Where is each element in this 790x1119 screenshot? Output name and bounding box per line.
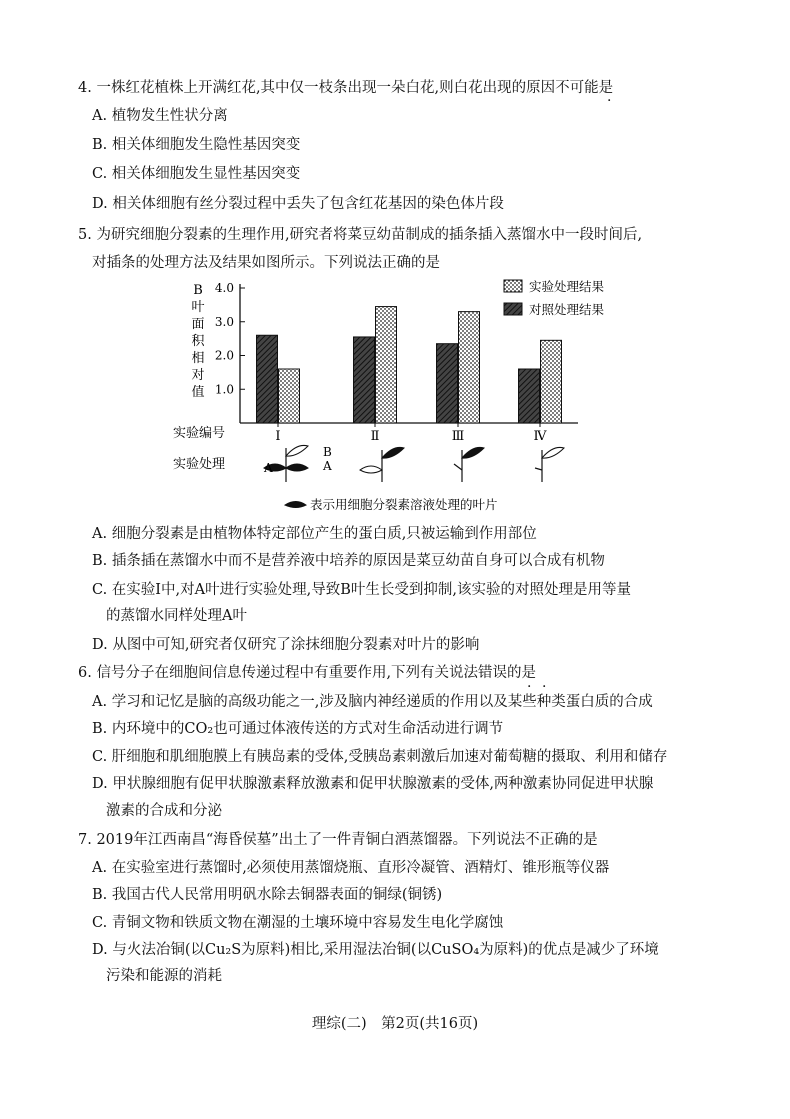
leaf-icon bbox=[360, 466, 382, 473]
x-axis-name: 实验编号 bbox=[173, 426, 226, 441]
treatment-row-label: 实验处理 bbox=[173, 457, 226, 472]
y-axis-label-char: 面 bbox=[191, 317, 205, 332]
y-axis-label-char: 叶 bbox=[191, 300, 205, 315]
treated-leaf-legend-icon bbox=[285, 502, 306, 508]
leaf-label-a: A bbox=[323, 459, 332, 473]
x-tick-label: Ⅳ bbox=[533, 429, 547, 444]
q5-option-c-continued: 的蒸馏水同样处理A叶 bbox=[106, 608, 247, 624]
cut-petiole bbox=[535, 468, 542, 470]
emphasis-dot: · bbox=[607, 93, 612, 109]
bar-experiment bbox=[459, 312, 480, 423]
question-5-stem-line2: 对插条的处理方法及结果如图所示。下列说法正确的是 bbox=[92, 255, 440, 271]
y-tick-label: 3.0 bbox=[214, 314, 234, 329]
bar-control bbox=[354, 337, 375, 423]
bar-control bbox=[437, 344, 458, 423]
y-axis-label-char: B bbox=[193, 283, 203, 298]
treated-leaf-icon bbox=[286, 464, 308, 471]
x-tick-label: Ⅱ bbox=[370, 429, 380, 444]
question-5-stem-line1: 5. 为研究细胞分裂素的生理作用,研究者将菜豆幼苗制成的插条插入蒸馏水中一段时间后, bbox=[78, 227, 643, 243]
emphasis-dot: · bbox=[542, 679, 547, 695]
treated-leaf-icon bbox=[382, 447, 404, 458]
q4-option-d: D. 相关体细胞有丝分裂过程中丢失了包含红花基因的染色体片段 bbox=[92, 196, 504, 212]
y-tick-label: 1.0 bbox=[214, 382, 234, 397]
legend-swatch-experiment bbox=[504, 280, 522, 292]
q5-option-d: D. 从图中可知,研究者仅研究了涂抹细胞分裂素对叶片的影响 bbox=[92, 637, 480, 653]
y-axis-label-char: 对 bbox=[191, 368, 205, 383]
bar-experiment bbox=[541, 340, 562, 423]
treated-leaf-icon bbox=[462, 447, 484, 458]
y-axis-label-char: 积 bbox=[191, 334, 205, 349]
q5-option-c: C. 在实验Ⅰ中,对A叶进行实验处理,导致B叶生长受到抑制,该实验的对照处理是用等量 bbox=[92, 582, 631, 598]
question-4-stem: 4. 一株红花植株上开满红花,其中仅一枝条出现一朵白花,则白花出现的原因不可能是 bbox=[78, 80, 614, 96]
bar-experiment bbox=[376, 307, 397, 423]
bar-chart bbox=[0, 272, 790, 522]
x-tick-label: Ⅰ bbox=[275, 429, 281, 444]
q6-option-a: A. 学习和记忆是脑的高级功能之一,涉及脑内神经递质的作用以及某些种类蛋白质的合成 bbox=[92, 694, 653, 710]
q6-option-b: B. 内环境中的CO₂也可通过体液传送的方式对生命活动进行调节 bbox=[92, 721, 504, 737]
q7-option-d-continued: 污染和能源的消耗 bbox=[106, 968, 222, 984]
emphasis-dot: · bbox=[527, 679, 532, 695]
legend-label-control: 对照处理结果 bbox=[529, 302, 605, 317]
y-tick-label: 4.0 bbox=[214, 281, 234, 295]
q5-option-b: B. 插条插在蒸馏水中而不是营养液中培养的原因是菜豆幼苗自身可以合成有机物 bbox=[92, 553, 605, 569]
legend-swatch-control bbox=[504, 303, 522, 315]
q5-option-a: A. 细胞分裂素是由植物体特定部位产生的蛋白质,只被运输到作用部位 bbox=[92, 526, 537, 542]
bar-control bbox=[519, 369, 540, 423]
chart-footnote: 表示用细胞分裂素溶液处理的叶片 bbox=[310, 497, 498, 512]
leaf-label-a: A bbox=[264, 461, 273, 475]
q6-option-d-continued: 激素的合成和分泌 bbox=[106, 803, 222, 819]
question-7-stem: 7. 2019年江西南昌“海昏侯墓”出土了一件青铜白酒蒸馏器。下列说法不正确的是 bbox=[78, 832, 598, 848]
x-tick-label: Ⅲ bbox=[451, 429, 465, 444]
bar-control bbox=[257, 335, 278, 423]
cut-petiole bbox=[454, 464, 462, 470]
q7-option-d: D. 与火法冶铜(以Cu₂S为原料)相比,采用湿法冶铜(以CuSO₄为原料)的优点是减少了环境 bbox=[92, 942, 659, 958]
q7-option-c: C. 青铜文物和铁质文物在潮湿的土壤环境中容易发生电化学腐蚀 bbox=[92, 915, 504, 931]
leaf-label-b: B bbox=[323, 445, 332, 459]
q7-option-b: B. 我国古代人民常用明矾水除去铜器表面的铜绿(铜锈) bbox=[92, 887, 443, 903]
leaf-icon bbox=[542, 447, 564, 458]
legend-label-experiment: 实验处理结果 bbox=[529, 279, 605, 294]
q6-option-d: D. 甲状腺细胞有促甲状腺激素释放激素和促甲状腺激素的受体,两种激素协同促进甲状腺 bbox=[92, 776, 654, 792]
y-tick-label: 2.0 bbox=[214, 348, 234, 363]
bar-experiment bbox=[279, 369, 300, 423]
q4-option-b: B. 相关体细胞发生隐性基因突变 bbox=[92, 137, 301, 153]
q7-option-a: A. 在实验室进行蒸馏时,必须使用蒸馏烧瓶、直形冷凝管、酒精灯、锥形瓶等仪器 bbox=[92, 860, 610, 876]
leaf-icon bbox=[286, 445, 308, 456]
page-footer: 理综(二) 第2页(共16页) bbox=[311, 1016, 479, 1032]
y-axis-label-char: 相 bbox=[191, 351, 205, 366]
y-axis-label-char: 值 bbox=[191, 385, 205, 400]
q4-option-c: C. 相关体细胞发生显性基因突变 bbox=[92, 166, 301, 182]
question-6-stem: 6. 信号分子在细胞间信息传递过程中有重要作用,下列有关说法错误的是 bbox=[78, 665, 537, 681]
q4-option-a: A. 植物发生性状分离 bbox=[92, 108, 228, 124]
q6-option-c: C. 肝细胞和肌细胞膜上有胰岛素的受体,受胰岛素刺激后加速对葡萄糖的摄取、利用和储存 bbox=[92, 749, 668, 765]
